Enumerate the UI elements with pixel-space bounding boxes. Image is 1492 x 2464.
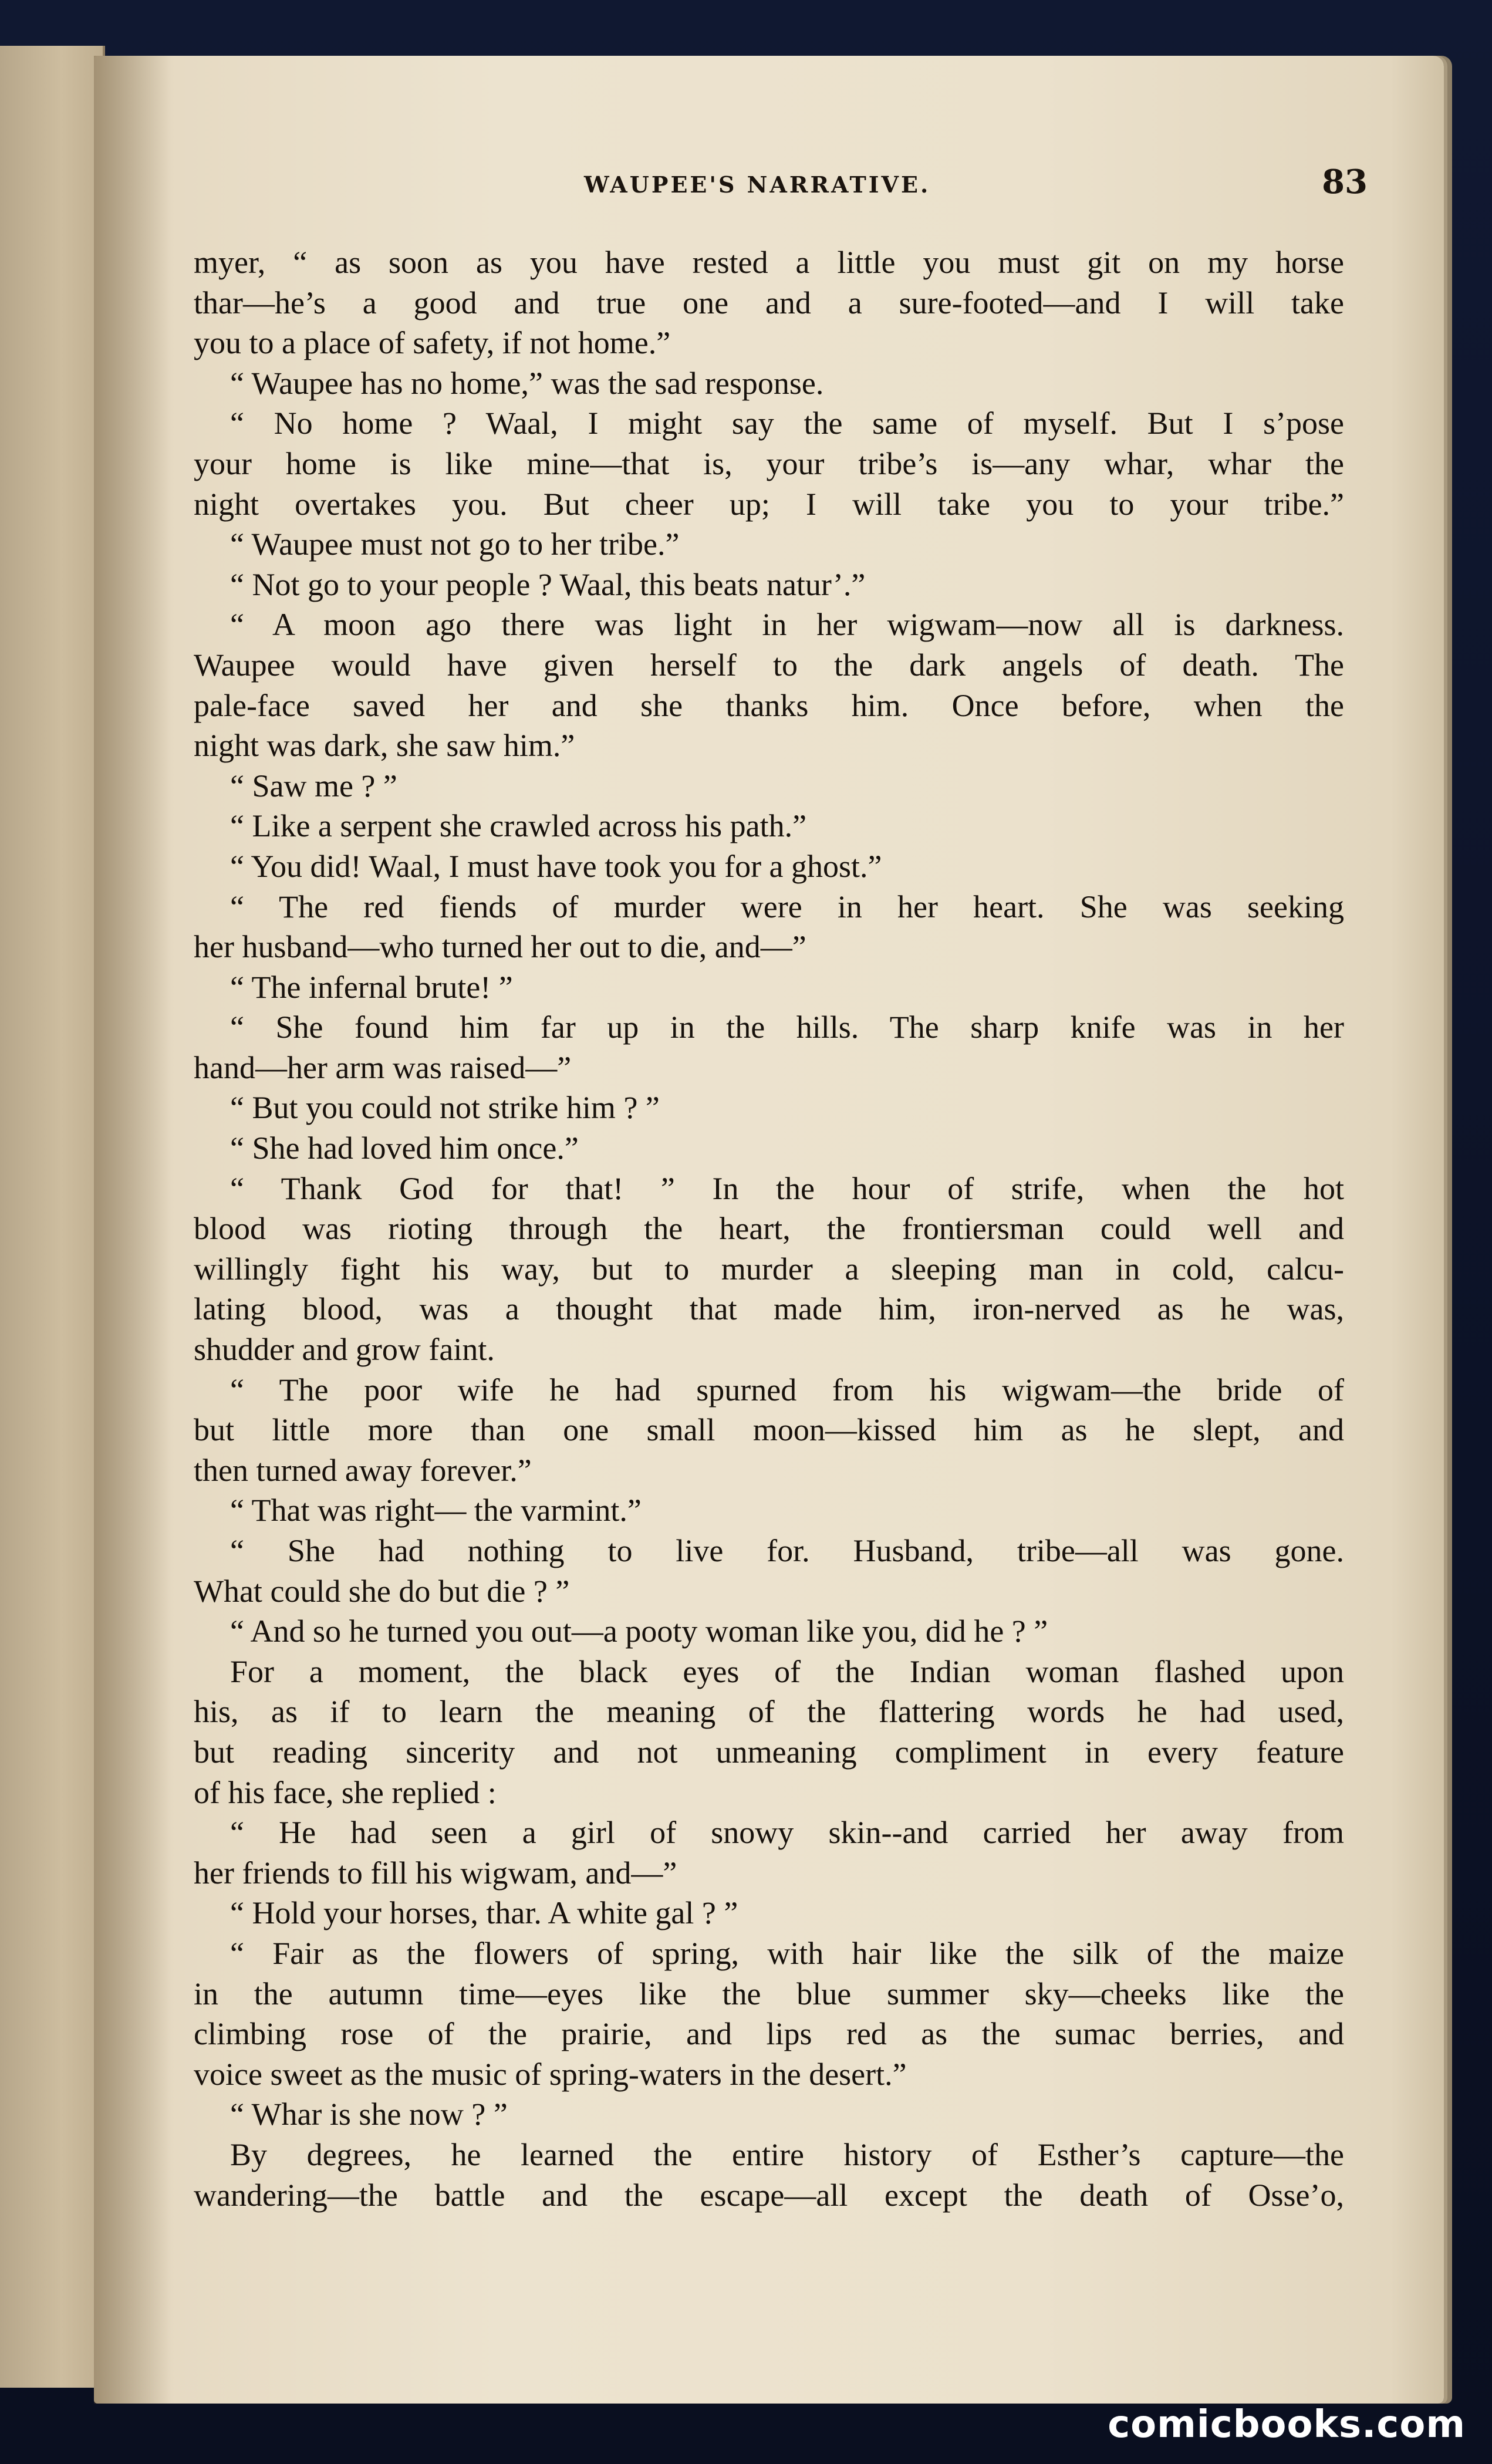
text-line: her friends to fill his wigwam, and—” bbox=[194, 1855, 677, 1891]
text-line: “ And so he turned you out—a pooty woman like you, did he ? ” bbox=[230, 1614, 1048, 1649]
text-line: For a moment, the black eyes of the Indian woman flashed upon bbox=[230, 1653, 1344, 1689]
text-line: “ Saw me ? ” bbox=[230, 768, 397, 804]
text-line: “ No home ? Waal, I might say the same of myself. But I s’pose bbox=[230, 406, 1344, 441]
text-line: “ He had seen a girl of snowy skin--and carried her away from bbox=[230, 1815, 1344, 1851]
text-line: your home is like mine—that is, your tribe’s is—any whar, whar the bbox=[194, 445, 1344, 481]
text-line: “ Fair as the flowers of spring, with hair like the silk of the maize bbox=[230, 1935, 1344, 1971]
text-line: “ Not go to your people ? Waal, this beats natur’.” bbox=[230, 566, 866, 602]
text-line: lating blood, was a thought that made him, iron-nerved as he was, bbox=[194, 1291, 1344, 1327]
text-line: pale-face saved her and she thanks him. Once before, when the bbox=[194, 687, 1344, 723]
text-line: night overtakes you. But cheer up; I will take you to your tribe.” bbox=[194, 486, 1344, 522]
text-line: “ She had nothing to live for. Husband, tribe—all was gone. bbox=[230, 1533, 1344, 1568]
site-watermark: comicbooks.com bbox=[1108, 2403, 1466, 2446]
text-line: thar—he’s a good and true one and a sure-footed—and I will take bbox=[194, 285, 1344, 320]
text-line: wandering—the battle and the escape—all except the death of Osse’o, bbox=[194, 2177, 1344, 2213]
text-line: “ The infernal brute! ” bbox=[230, 969, 513, 1005]
text-line: but little more than one small moon—kissed him as he slept, and bbox=[194, 1412, 1344, 1448]
text-line: night was dark, she saw him.” bbox=[194, 728, 575, 764]
text-line: his, as if to learn the meaning of the flattering words he had used, bbox=[194, 1694, 1344, 1730]
text-line: shudder and grow faint. bbox=[194, 1332, 495, 1368]
text-line: “ Thank God for that! ” In the hour of strife, when the hot bbox=[230, 1170, 1344, 1206]
text-line: willingly fight his way, but to murder a sleeping man in cold, calcu- bbox=[194, 1251, 1344, 1287]
text-line: then turned away forever.” bbox=[194, 1452, 532, 1488]
text-line: “ She found him far up in the hills. The sharp knife was in her bbox=[230, 1010, 1344, 1045]
facing-page-edge bbox=[0, 46, 105, 2388]
text-line: “ Like a serpent she crawled across his path.” bbox=[230, 808, 807, 844]
text-line: voice sweet as the music of spring-waters in the desert.” bbox=[194, 2056, 907, 2092]
text-line: “ The poor wife he had spurned from his wigwam—the bride of bbox=[230, 1372, 1344, 1407]
text-line: “ That was right— the varmint.” bbox=[230, 1493, 642, 1528]
text-line: “ The red fiends of murder were in her heart. She was seeking bbox=[230, 889, 1344, 924]
text-line: What could she do but die ? ” bbox=[194, 1573, 570, 1609]
text-line: but reading sincerity and not unmeaning compliment in every feature bbox=[194, 1734, 1344, 1770]
text-line: climbing rose of the prairie, and lips red as the sumac berries, and bbox=[194, 2016, 1344, 2052]
body-text bbox=[194, 242, 1344, 2215]
text-line: hand—her arm was raised—” bbox=[194, 1049, 572, 1085]
page-number: 83 bbox=[1322, 163, 1368, 201]
text-line: “ You did! Waal, I must have took you for a ghost.” bbox=[230, 848, 882, 884]
text-line: blood was rioting through the heart, the frontiersman could well and bbox=[194, 1211, 1344, 1247]
running-head: WAUPEE'S NARRATIVE. bbox=[584, 171, 931, 198]
text-line: “ Hold your horses, thar. A white gal ? ” bbox=[230, 1895, 738, 1931]
text-line: her husband—who turned her out to die, and—” bbox=[194, 929, 806, 965]
text-line: “ Waupee has no home,” was the sad response. bbox=[230, 365, 824, 401]
text-line: “ Waupee must not go to her tribe.” bbox=[230, 526, 680, 562]
text-line: of his face, she replied : bbox=[194, 1774, 497, 1810]
text-line: Waupee would have given herself to the dark angels of death. The bbox=[194, 647, 1344, 683]
text-line: myer, “ as soon as you have rested a little you must git on my horse bbox=[194, 245, 1344, 280]
text-line: By degrees, he learned the entire history of Esther’s capture—the bbox=[230, 2136, 1344, 2172]
text-line: in the autumn time—eyes like the blue summer sky—cheeks like the bbox=[194, 1976, 1344, 2011]
text-line: “ But you could not strike him ? ” bbox=[230, 1090, 660, 1126]
page-header bbox=[94, 163, 1444, 210]
text-line: “ A moon ago there was light in her wigwam—now all is darkness. bbox=[230, 607, 1344, 643]
gutter-shadow bbox=[94, 56, 170, 2404]
text-line: “ Whar is she now ? ” bbox=[230, 2097, 508, 2132]
book-page bbox=[94, 56, 1444, 2404]
text-line: “ She had loved him once.” bbox=[230, 1130, 579, 1166]
text-line: you to a place of safety, if not home.” bbox=[194, 325, 671, 361]
